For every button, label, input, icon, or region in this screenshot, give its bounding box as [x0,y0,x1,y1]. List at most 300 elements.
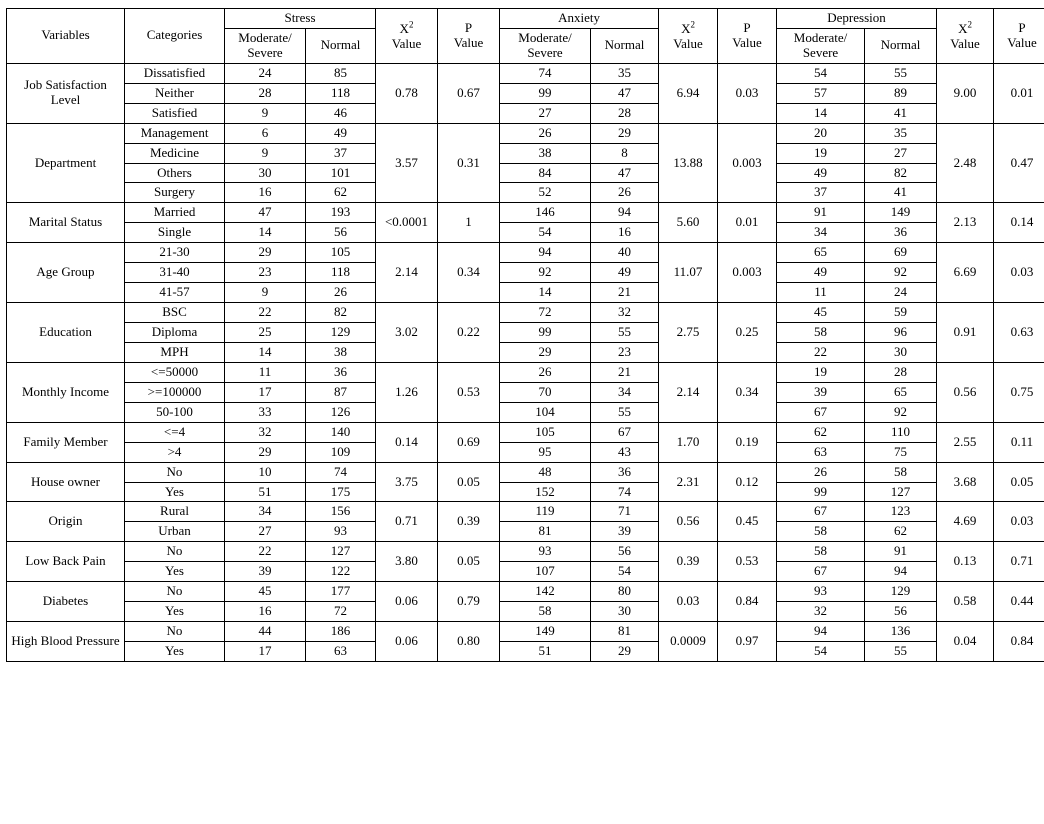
category-label: BSC [125,303,225,323]
depression-normal-count: 65 [865,382,937,402]
table-row [7,83,1044,103]
stress-normal-count: 175 [306,482,376,502]
depression-normal-count: 56 [865,602,937,622]
depression-p-value: 0.01 [994,63,1044,123]
category-label: Married [125,203,225,223]
anxiety-moderate-severe-count: 142 [500,582,591,602]
variable-label: Monthly Income [7,362,125,422]
header-depression-moderate: Moderate/ Severe [777,28,865,63]
anxiety-normal-count: 74 [591,482,659,502]
depression-p-value: 0.75 [994,362,1044,422]
anxiety-moderate-severe-count: 146 [500,203,591,223]
depression-normal-count: 92 [865,402,937,422]
depression-moderate-severe-count: 19 [777,143,865,163]
anxiety-chi-square-value: 0.03 [659,582,718,622]
stress-normal-count: 186 [306,622,376,642]
anxiety-normal-count: 80 [591,582,659,602]
stress-normal-count: 56 [306,223,376,243]
anxiety-moderate-severe-count: 95 [500,442,591,462]
anxiety-p-value: 0.34 [718,362,777,422]
table-row [7,203,1044,223]
header-variables: Variables [7,9,125,64]
stress-normal-count: 72 [306,602,376,622]
category-label: Management [125,123,225,143]
stress-moderate-severe-count: 47 [225,203,306,223]
anxiety-normal-count: 40 [591,243,659,263]
depression-p-value: 0.63 [994,303,1044,363]
category-label: Others [125,163,225,183]
table-row [7,382,1044,402]
category-label: 50-100 [125,402,225,422]
category-label: Yes [125,602,225,622]
depression-moderate-severe-count: 11 [777,283,865,303]
category-label: 31-40 [125,263,225,283]
stress-moderate-severe-count: 14 [225,342,306,362]
anxiety-moderate-severe-count: 104 [500,402,591,422]
table-row [7,283,1044,303]
anxiety-chi-square-value: 5.60 [659,203,718,243]
depression-moderate-severe-count: 49 [777,163,865,183]
anxiety-moderate-severe-count: 149 [500,622,591,642]
depression-moderate-severe-count: 67 [777,502,865,522]
depression-normal-count: 129 [865,582,937,602]
table-row [7,482,1044,502]
variable-label: Low Back Pain [7,542,125,582]
x2-label-depression: $X^2$ [958,19,972,37]
depression-normal-count: 127 [865,482,937,502]
category-label: Satisfied [125,103,225,123]
stress-p-value: 0.05 [438,462,500,502]
anxiety-moderate-severe-count: 29 [500,342,591,362]
depression-normal-count: 30 [865,342,937,362]
anxiety-normal-count: 32 [591,303,659,323]
category-label: Diploma [125,323,225,343]
category-label: Yes [125,642,225,662]
depression-moderate-severe-count: 45 [777,303,865,323]
anxiety-normal-count: 67 [591,422,659,442]
table-row [7,462,1044,482]
stress-normal-count: 36 [306,362,376,382]
stress-moderate-severe-count: 51 [225,482,306,502]
stress-moderate-severe-count: 11 [225,362,306,382]
stress-chi-square-value: 3.02 [376,303,438,363]
stress-p-value: 1 [438,203,500,243]
depression-moderate-severe-count: 34 [777,223,865,243]
anxiety-normal-count: 34 [591,382,659,402]
variable-label: House owner [7,462,125,502]
category-label: Neither [125,83,225,103]
anxiety-moderate-severe-count: 81 [500,522,591,542]
anxiety-moderate-severe-count: 93 [500,542,591,562]
stress-normal-count: 38 [306,342,376,362]
anxiety-p-value: 0.03 [718,63,777,123]
value-label-anxiety-x2: Value [673,36,703,52]
depression-normal-count: 94 [865,562,937,582]
depression-moderate-severe-count: 14 [777,103,865,123]
anxiety-normal-count: 21 [591,362,659,382]
category-label: Single [125,223,225,243]
value-label-depression-x2: Value [950,36,980,52]
stress-p-value: 0.31 [438,123,500,203]
stress-moderate-severe-count: 9 [225,283,306,303]
header-stress-p [438,9,500,64]
depression-normal-count: 91 [865,542,937,562]
stress-normal-count: 118 [306,263,376,283]
depression-normal-count: 35 [865,123,937,143]
stress-moderate-severe-count: 16 [225,602,306,622]
anxiety-moderate-severe-count: 26 [500,123,591,143]
anxiety-normal-count: 16 [591,223,659,243]
anxiety-chi-square-value: 6.94 [659,63,718,123]
anxiety-normal-count: 26 [591,183,659,203]
stress-normal-count: 126 [306,402,376,422]
table-row [7,183,1044,203]
category-label: >4 [125,442,225,462]
anxiety-normal-count: 94 [591,203,659,223]
category-label: Urban [125,522,225,542]
table-row [7,442,1044,462]
category-label: Medicine [125,143,225,163]
depression-normal-count: 28 [865,362,937,382]
anxiety-normal-count: 47 [591,163,659,183]
depression-moderate-severe-count: 54 [777,642,865,662]
stress-chi-square-value: 0.06 [376,622,438,662]
header-depression-p [994,9,1044,64]
header-stress-moderate: Moderate/ Severe [225,28,306,63]
table-row [7,323,1044,343]
stress-normal-count: 118 [306,83,376,103]
table-row [7,342,1044,362]
stress-normal-count: 74 [306,462,376,482]
anxiety-p-value: 0.97 [718,622,777,662]
stress-chi-square-value: 0.71 [376,502,438,542]
anxiety-chi-square-value: 1.70 [659,422,718,462]
stress-p-value: 0.39 [438,502,500,542]
depression-moderate-severe-count: 22 [777,342,865,362]
anxiety-normal-count: 8 [591,143,659,163]
header-anxiety-moderate: Moderate/ Severe [500,28,591,63]
depression-chi-square-value: 2.48 [937,123,994,203]
table-row [7,582,1044,602]
depression-moderate-severe-count: 63 [777,442,865,462]
header-row-1 [7,9,1044,29]
value-label-depression-p: Value [1007,34,1037,50]
depression-normal-count: 92 [865,263,937,283]
stress-moderate-severe-count: 44 [225,622,306,642]
stress-moderate-severe-count: 9 [225,143,306,163]
stress-p-value: 0.80 [438,622,500,662]
anxiety-p-value: 0.003 [718,243,777,303]
stress-moderate-severe-count: 29 [225,243,306,263]
stress-normal-count: 46 [306,103,376,123]
table-header [7,9,1044,64]
depression-moderate-severe-count: 58 [777,323,865,343]
depression-moderate-severe-count: 32 [777,602,865,622]
depression-p-value: 0.47 [994,123,1044,203]
anxiety-normal-count: 49 [591,263,659,283]
variable-label: High Blood Pressure [7,622,125,662]
anxiety-normal-count: 23 [591,342,659,362]
stress-moderate-severe-count: 23 [225,263,306,283]
anxiety-normal-count: 55 [591,402,659,422]
table-row [7,303,1044,323]
category-label: Yes [125,562,225,582]
header-depression-normal: Normal [865,28,937,63]
stress-moderate-severe-count: 39 [225,562,306,582]
depression-p-value: 0.03 [994,502,1044,542]
stress-moderate-severe-count: 33 [225,402,306,422]
anxiety-chi-square-value: 13.88 [659,123,718,203]
stress-chi-square-value: 0.78 [376,63,438,123]
depression-normal-count: 55 [865,642,937,662]
header-depression-x2 [937,9,994,64]
anxiety-chi-square-value: 2.31 [659,462,718,502]
stress-moderate-severe-count: 6 [225,123,306,143]
category-label: No [125,582,225,602]
stress-moderate-severe-count: 28 [225,83,306,103]
stress-moderate-severe-count: 22 [225,542,306,562]
stress-p-value: 0.67 [438,63,500,123]
depression-moderate-severe-count: 62 [777,422,865,442]
anxiety-chi-square-value: 2.14 [659,362,718,422]
stress-moderate-severe-count: 34 [225,502,306,522]
depression-normal-count: 149 [865,203,937,223]
category-label: Surgery [125,183,225,203]
stress-normal-count: 63 [306,642,376,662]
statistics-table [6,8,1044,662]
anxiety-moderate-severe-count: 52 [500,183,591,203]
anxiety-normal-count: 29 [591,642,659,662]
depression-normal-count: 136 [865,622,937,642]
depression-moderate-severe-count: 57 [777,83,865,103]
anxiety-normal-count: 21 [591,283,659,303]
table-row [7,402,1044,422]
depression-chi-square-value: 0.58 [937,582,994,622]
table-row [7,223,1044,243]
stress-p-value: 0.22 [438,303,500,363]
stress-chi-square-value: 0.14 [376,422,438,462]
stress-p-value: 0.53 [438,362,500,422]
depression-normal-count: 110 [865,422,937,442]
category-label: Rural [125,502,225,522]
anxiety-normal-count: 39 [591,522,659,542]
stress-chi-square-value: 3.75 [376,462,438,502]
anxiety-moderate-severe-count: 26 [500,362,591,382]
anxiety-p-value: 0.53 [718,542,777,582]
stress-moderate-severe-count: 17 [225,642,306,662]
anxiety-p-value: 0.003 [718,123,777,203]
category-label: No [125,542,225,562]
category-label: <=50000 [125,362,225,382]
stress-normal-count: 156 [306,502,376,522]
anxiety-moderate-severe-count: 119 [500,502,591,522]
depression-moderate-severe-count: 58 [777,522,865,542]
anxiety-p-value: 0.45 [718,502,777,542]
p-label-stress: P [464,19,473,35]
stress-normal-count: 140 [306,422,376,442]
depression-normal-count: 58 [865,462,937,482]
depression-chi-square-value: 2.13 [937,203,994,243]
stress-moderate-severe-count: 17 [225,382,306,402]
depression-normal-count: 59 [865,303,937,323]
variable-label: Department [7,123,125,203]
header-group-depression: Depression [777,9,937,29]
header-anxiety-normal: Normal [591,28,659,63]
stress-moderate-severe-count: 14 [225,223,306,243]
category-label: >=100000 [125,382,225,402]
category-label: <=4 [125,422,225,442]
x2-label-stress: $X^2$ [399,19,414,37]
anxiety-normal-count: 30 [591,602,659,622]
depression-moderate-severe-count: 94 [777,622,865,642]
table-row [7,562,1044,582]
depression-p-value: 0.84 [994,622,1044,662]
anxiety-normal-count: 71 [591,502,659,522]
table-row [7,103,1044,123]
p-label-depression: P [1018,19,1026,35]
table-row [7,63,1044,83]
table-row [7,422,1044,442]
stress-moderate-severe-count: 25 [225,323,306,343]
table-row [7,602,1044,622]
table-row [7,143,1044,163]
variable-label: Age Group [7,243,125,303]
anxiety-normal-count: 47 [591,83,659,103]
depression-normal-count: 96 [865,323,937,343]
table-row [7,522,1044,542]
stress-normal-count: 37 [306,143,376,163]
stress-normal-count: 49 [306,123,376,143]
variable-label: Education [7,303,125,363]
category-label: MPH [125,342,225,362]
anxiety-moderate-severe-count: 94 [500,243,591,263]
stress-moderate-severe-count: 16 [225,183,306,203]
anxiety-chi-square-value: 0.56 [659,502,718,542]
anxiety-moderate-severe-count: 74 [500,63,591,83]
depression-chi-square-value: 4.69 [937,502,994,542]
anxiety-normal-count: 55 [591,323,659,343]
table-row [7,263,1044,283]
anxiety-chi-square-value: 0.39 [659,542,718,582]
anxiety-moderate-severe-count: 105 [500,422,591,442]
table-row [7,163,1044,183]
depression-chi-square-value: 6.69 [937,243,994,303]
depression-normal-count: 41 [865,103,937,123]
anxiety-moderate-severe-count: 38 [500,143,591,163]
depression-moderate-severe-count: 58 [777,542,865,562]
variable-label: Family Member [7,422,125,462]
anxiety-moderate-severe-count: 48 [500,462,591,482]
depression-normal-count: 41 [865,183,937,203]
depression-p-value: 0.11 [994,422,1044,462]
stress-moderate-severe-count: 45 [225,582,306,602]
table-row [7,502,1044,522]
stress-moderate-severe-count: 24 [225,63,306,83]
anxiety-moderate-severe-count: 99 [500,323,591,343]
anxiety-p-value: 0.12 [718,462,777,502]
anxiety-p-value: 0.25 [718,303,777,363]
depression-moderate-severe-count: 20 [777,123,865,143]
header-stress-x2 [376,9,438,64]
stress-normal-count: 101 [306,163,376,183]
depression-moderate-severe-count: 91 [777,203,865,223]
stress-normal-count: 26 [306,283,376,303]
depression-normal-count: 89 [865,83,937,103]
stress-moderate-severe-count: 9 [225,103,306,123]
anxiety-moderate-severe-count: 51 [500,642,591,662]
anxiety-moderate-severe-count: 84 [500,163,591,183]
stress-chi-square-value: <0.0001 [376,203,438,243]
depression-moderate-severe-count: 67 [777,562,865,582]
stress-normal-count: 122 [306,562,376,582]
depression-moderate-severe-count: 54 [777,63,865,83]
stress-moderate-severe-count: 27 [225,522,306,542]
variable-label: Marital Status [7,203,125,243]
stress-chi-square-value: 3.80 [376,542,438,582]
header-categories: Categories [125,9,225,64]
anxiety-normal-count: 29 [591,123,659,143]
anxiety-chi-square-value: 0.0009 [659,622,718,662]
table-row [7,243,1044,263]
header-stress-normal: Normal [306,28,376,63]
stress-normal-count: 127 [306,542,376,562]
value-label-stress-p: Value [453,34,484,50]
stress-normal-count: 82 [306,303,376,323]
depression-normal-count: 69 [865,243,937,263]
anxiety-p-value: 0.19 [718,422,777,462]
depression-chi-square-value: 0.91 [937,303,994,363]
category-label: 21-30 [125,243,225,263]
anxiety-moderate-severe-count: 107 [500,562,591,582]
stress-normal-count: 129 [306,323,376,343]
depression-moderate-severe-count: 19 [777,362,865,382]
table-row [7,622,1044,642]
depression-chi-square-value: 0.13 [937,542,994,582]
anxiety-moderate-severe-count: 58 [500,602,591,622]
anxiety-normal-count: 43 [591,442,659,462]
category-label: Yes [125,482,225,502]
anxiety-moderate-severe-count: 14 [500,283,591,303]
stress-p-value: 0.34 [438,243,500,303]
stress-moderate-severe-count: 29 [225,442,306,462]
anxiety-moderate-severe-count: 99 [500,83,591,103]
stress-chi-square-value: 3.57 [376,123,438,203]
anxiety-moderate-severe-count: 70 [500,382,591,402]
depression-normal-count: 55 [865,63,937,83]
anxiety-chi-square-value: 2.75 [659,303,718,363]
depression-chi-square-value: 0.56 [937,362,994,422]
table-row [7,362,1044,382]
depression-chi-square-value: 2.55 [937,422,994,462]
depression-moderate-severe-count: 65 [777,243,865,263]
depression-p-value: 0.44 [994,582,1044,622]
depression-p-value: 0.05 [994,462,1044,502]
depression-chi-square-value: 3.68 [937,462,994,502]
anxiety-normal-count: 56 [591,542,659,562]
stress-p-value: 0.79 [438,582,500,622]
depression-moderate-severe-count: 99 [777,482,865,502]
depression-normal-count: 123 [865,502,937,522]
depression-normal-count: 62 [865,522,937,542]
anxiety-moderate-severe-count: 54 [500,223,591,243]
depression-normal-count: 24 [865,283,937,303]
depression-moderate-severe-count: 67 [777,402,865,422]
anxiety-p-value: 0.01 [718,203,777,243]
p-label-anxiety: P [743,19,751,35]
variable-label: Origin [7,502,125,542]
stress-p-value: 0.05 [438,542,500,582]
anxiety-normal-count: 35 [591,63,659,83]
